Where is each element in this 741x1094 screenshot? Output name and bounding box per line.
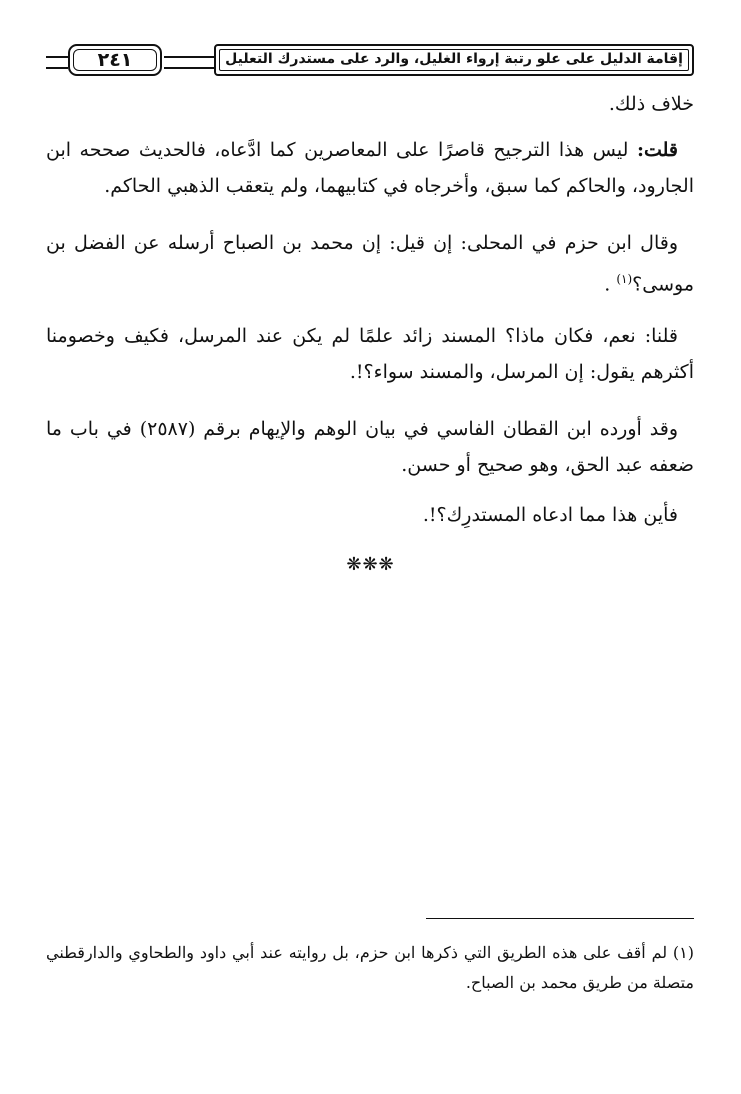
paragraph-4: قلنا: نعم، فكان ماذا؟ المسند زائد علمًا لم يكن عند المرسل، فكيف وخصومنا أكثرهم يقول: إن المرسل، والمسند سواء؟!. xyxy=(46,325,694,383)
paragraph-3 xyxy=(46,225,694,302)
page-number: ٢٤١ xyxy=(97,49,133,71)
running-title-frame xyxy=(214,44,694,76)
footnote: (١) لم أقف على هذه الطريق التي ذكرها ابن حزم، بل روايته عند أبي داود والطحاوي والدارقطني متصلة من طريق محمد بن الصباح. xyxy=(46,943,694,992)
running-title: إقامة الدليل على علو رتبة إرواء الغليل، والرد على مستدرك التعليل xyxy=(225,51,683,67)
paragraph-6: فأين هذا مما ادعاه المستدرِك؟!. xyxy=(422,504,678,526)
paragraph-1: خلاف ذلك. xyxy=(608,93,694,115)
paragraph-2-lead: قلت: xyxy=(636,139,678,161)
paragraph-2 xyxy=(46,132,694,204)
paragraph-3-text: وقال ابن حزم في المحلى: إن قيل: إن محمد بن الصباح أرسله عن الفضل بن موسى؟ xyxy=(46,232,694,296)
footnote-divider xyxy=(426,918,694,919)
page-header xyxy=(46,44,694,78)
header-rule-middle xyxy=(164,56,214,69)
paragraph-5: وقد أورده ابن القطان الفاسي في بيان الوهم والإيهام برقم (٢٥٨٧) في باب ما ضعفه عبد الحق، وهو صحيح أو حسن. xyxy=(46,418,694,476)
page-number-frame xyxy=(68,44,162,76)
paragraph-3-end: . xyxy=(604,273,617,296)
section-separator: ❋❋❋ xyxy=(346,554,395,575)
paragraph-2-text: ليس هذا الترجيح قاصرًا على المعاصرين كما ادَّعاه، فالحديث صححه ابن الجارود، والحاكم كما سبق، وأخرجاه في كتابيهما، ولم يتعقب الذهبي الحاكم. xyxy=(46,139,694,197)
header-rule-left xyxy=(46,56,68,69)
footnote-reference[interactable]: (١) xyxy=(616,272,633,286)
